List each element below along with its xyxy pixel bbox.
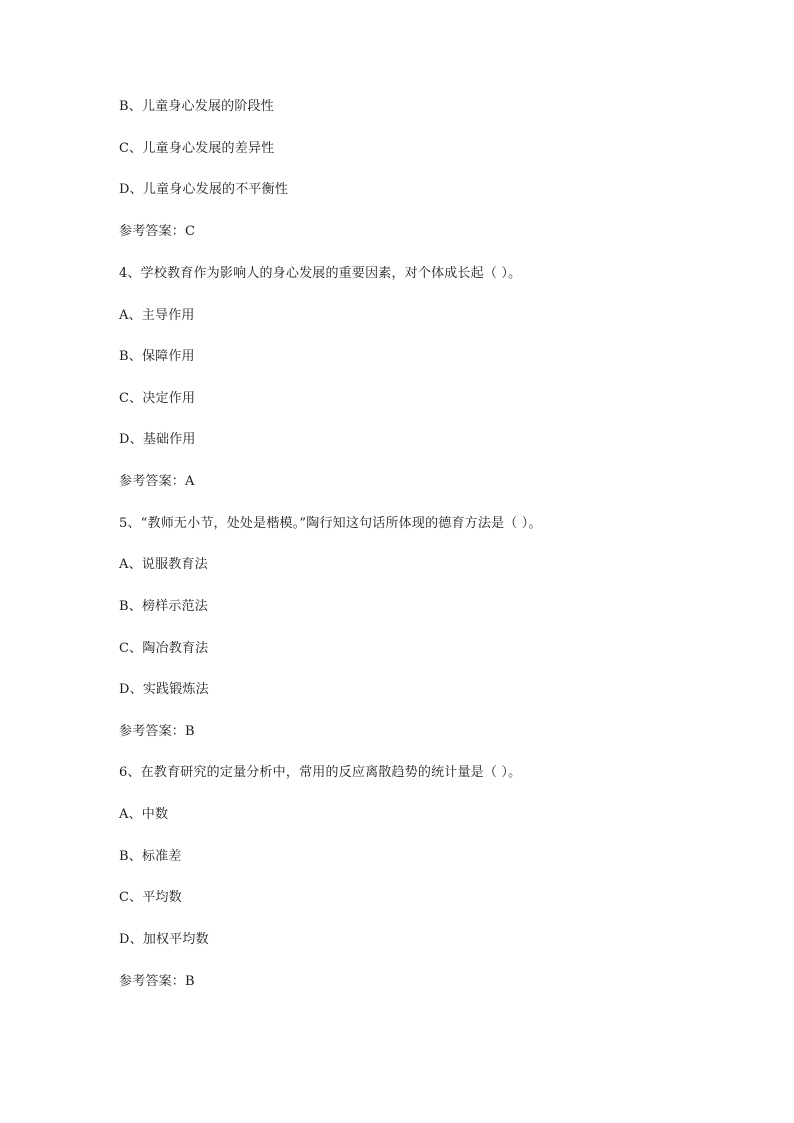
- answer-q3: 参考答案：C: [119, 224, 196, 239]
- option-c-q6: C、平均数: [119, 890, 182, 905]
- option-c-q4: C、决定作用: [119, 391, 196, 406]
- option-c-q3: C、儿童身心发展的差异性: [119, 141, 275, 156]
- question-6: 6、在教育研究的定量分析中，常用的反应离散趋势的统计量是（ ）。: [119, 765, 522, 780]
- question-5: 5、“教师无小节，处处是楷模。”陶行知这句话所体现的德育方法是（ ）。: [119, 516, 542, 531]
- option-d-q6: D、加权平均数: [119, 932, 209, 947]
- option-a-q6: A、中数: [119, 807, 169, 822]
- option-b-q5: B、榜样示范法: [119, 599, 208, 614]
- option-b-q3: B、儿童身心发展的阶段性: [119, 99, 274, 114]
- option-d-q4: D、基础作用: [119, 432, 196, 447]
- option-b-q6: B、标准差: [119, 849, 182, 864]
- answer-q5: 参考答案：B: [119, 724, 195, 739]
- answer-q4: 参考答案：A: [119, 474, 195, 489]
- option-d-q3: D、儿童身心发展的不平衡性: [119, 182, 289, 197]
- option-a-q5: A、说服教育法: [119, 557, 208, 572]
- option-c-q5: C、陶冶教育法: [119, 641, 209, 656]
- option-b-q4: B、保障作用: [119, 349, 195, 364]
- answer-q6: 参考答案：B: [119, 974, 195, 989]
- option-d-q5: D、实践锻炼法: [119, 682, 209, 697]
- option-a-q4: A、主导作用: [119, 308, 195, 323]
- question-4: 4、学校教育作为影响人的身心发展的重要因素，对个体成长起（ ）。: [119, 266, 522, 281]
